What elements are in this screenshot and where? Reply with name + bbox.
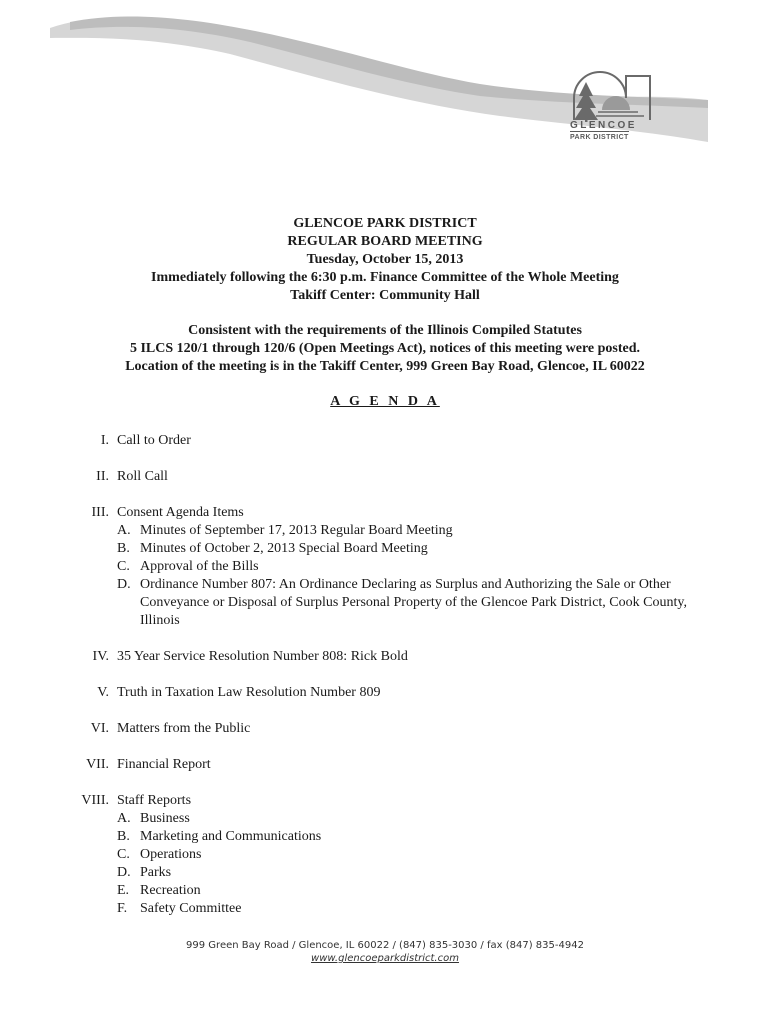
subitem-text: Operations <box>140 847 202 862</box>
subitem-letter: D. <box>117 577 131 592</box>
agenda-item-title: Financial Report <box>117 757 211 772</box>
agenda-subitem <box>117 540 770 558</box>
agenda-subitem <box>117 882 770 900</box>
meeting-location: Takiff Center: Community Hall <box>290 288 480 303</box>
notice-line: Consistent with the requirements of the Illinois Compiled Statutes <box>188 323 582 338</box>
agenda-subitem <box>117 558 770 576</box>
meeting-header <box>0 215 770 305</box>
subitem-letter: A. <box>117 523 131 538</box>
meeting-time-note: Immediately following the 6:30 p.m. Finance Committee of the Whole Meeting <box>151 270 619 285</box>
subitem-text: Parks <box>140 865 172 880</box>
subitem-text: Minutes of September 17, 2013 Regular Board Meeting <box>140 523 453 538</box>
subitem-text: Safety Committee <box>140 901 242 916</box>
agenda-title: A G E N D A <box>330 394 440 409</box>
agenda-item <box>0 468 770 486</box>
agenda-item-number: V. <box>97 685 109 700</box>
notice-line: 5 ILCS 120/1 through 120/6 (Open Meetings Act), notices of this meeting were posted. <box>129 341 641 356</box>
agenda-item-title: Matters from the Public <box>117 721 251 736</box>
legal-notice <box>0 322 770 376</box>
agenda-subitem <box>117 810 770 828</box>
agenda-subitem <box>117 900 770 918</box>
subitem-letter: E. <box>117 883 130 898</box>
subitem-text: Recreation <box>140 883 201 898</box>
agenda-list <box>0 432 770 936</box>
agenda-item-title: Truth in Taxation Law Resolution Number 809 <box>117 685 381 700</box>
agenda-item-title: Call to Order <box>117 433 191 448</box>
agenda-item-number: VII. <box>86 757 109 772</box>
subitem-text: Minutes of October 2, 2013 Special Board Meeting <box>140 541 428 556</box>
agenda-item-number: II. <box>96 469 109 484</box>
agenda-subitem <box>117 576 770 630</box>
subitem-letter: A. <box>117 811 131 826</box>
subitem-letter: B. <box>117 541 130 556</box>
agenda-item <box>0 504 770 630</box>
logo-name-line2: PARK DISTRICT <box>570 131 629 142</box>
agenda-item <box>0 792 770 918</box>
agenda-item <box>0 720 770 738</box>
district-name: GLENCOE PARK DISTRICT <box>293 216 477 231</box>
agenda-item <box>0 756 770 774</box>
agenda-subitem <box>117 864 770 882</box>
subitem-letter: F. <box>117 901 128 916</box>
footer-address: 999 Green Bay Road / Glencoe, IL 60022 / (847) 835-3030 / fax (847) 835-4942 <box>186 940 584 951</box>
meeting-type: REGULAR BOARD MEETING <box>287 234 483 249</box>
agenda-item-title: Consent Agenda Items <box>117 505 244 520</box>
subitem-text: Approval of the Bills <box>140 559 259 574</box>
subitem-letter: C. <box>117 559 130 574</box>
agenda-subitem <box>117 522 770 540</box>
subitem-letter: C. <box>117 847 130 862</box>
logo-wordmark <box>570 121 650 142</box>
subitem-letter: D. <box>117 865 131 880</box>
agenda-item-title: Roll Call <box>117 469 168 484</box>
subitem-text: Marketing and Communications <box>140 829 322 844</box>
agenda-item-number: VIII. <box>81 793 109 808</box>
subitem-letter: B. <box>117 829 130 844</box>
agenda-item-number: IV. <box>92 649 109 664</box>
agenda-item-number: VI. <box>90 721 109 736</box>
agenda-item-title: Staff Reports <box>117 793 192 808</box>
subitem-text: Ordinance Number 807: An Ordinance Declaring as Surplus and Authorizing the Sale or Other Conveyance or Disposal of Surplus Personal Property of the Glencoe Park District, Cook County, Illinois <box>140 577 687 628</box>
agenda-subitem <box>117 846 770 864</box>
meeting-date: Tuesday, October 15, 2013 <box>306 252 464 267</box>
footer-website-link[interactable]: www.glencoeparkdistrict.com <box>311 953 459 964</box>
agenda-item <box>0 432 770 450</box>
agenda-subitem <box>117 828 770 846</box>
agenda-item-title: 35 Year Service Resolution Number 808: Rick Bold <box>117 649 408 664</box>
logo-name-line1: GLENCOE <box>570 120 637 131</box>
agenda-item <box>0 648 770 666</box>
page-footer <box>0 939 770 965</box>
notice-line: Location of the meeting is in the Takiff Center, 999 Green Bay Road, Glencoe, IL 60022 <box>125 359 645 374</box>
agenda-item-number: I. <box>100 433 109 448</box>
agenda-item-number: III. <box>91 505 109 520</box>
subitem-text: Business <box>140 811 190 826</box>
agenda-item <box>0 684 770 702</box>
